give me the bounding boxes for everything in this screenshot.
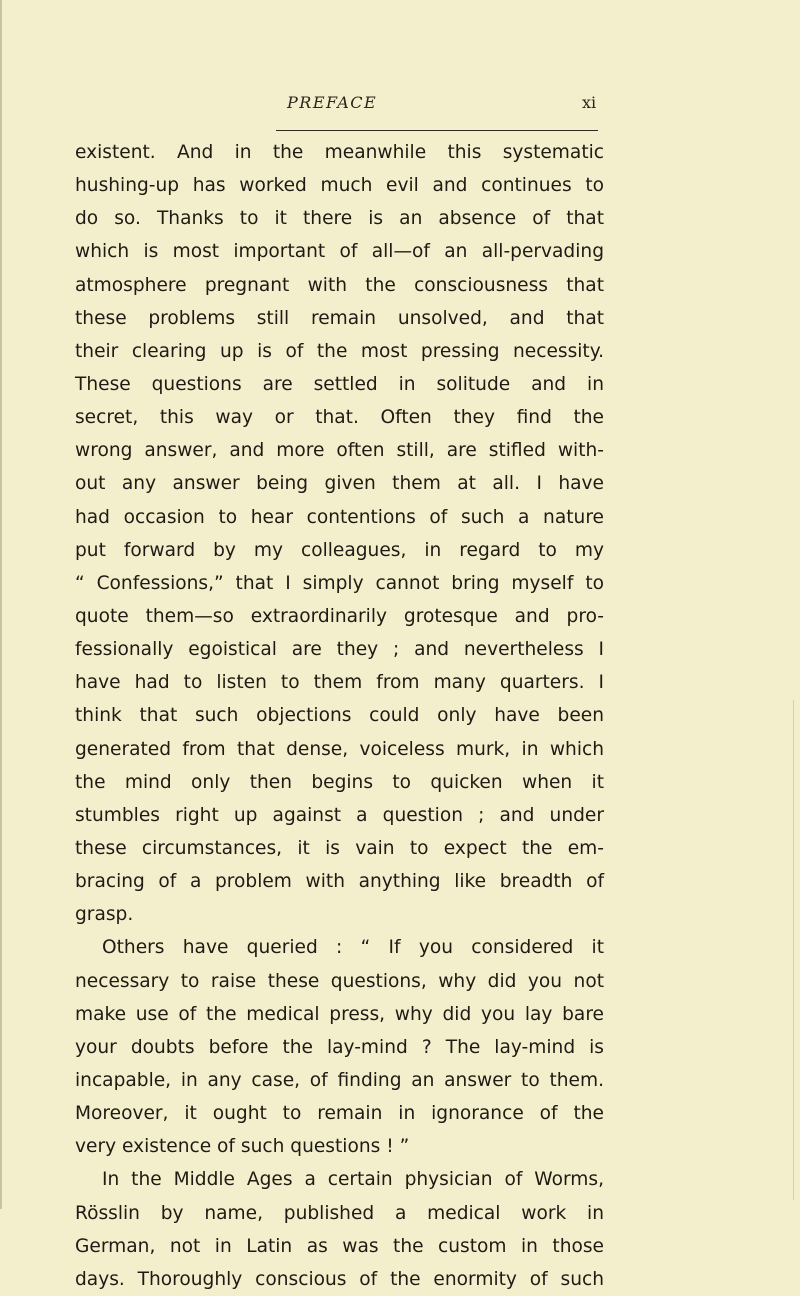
running-head: PREFACE [287, 93, 378, 112]
text-line: these problems still remain unsolved, and that [75, 307, 604, 329]
text-line: days. Thoroughly conscious of the enormity of such [75, 1268, 604, 1290]
text-line: fessionally egoistical are they ; and nevertheless I [75, 639, 604, 661]
page-number: xi [582, 93, 597, 112]
text-line: do so. Thanks to it there is an absence of that [75, 208, 604, 230]
page-edge [0, 0, 2, 1209]
text-line: generated from that dense, voiceless murk, in which [75, 738, 604, 760]
text-line: wrong answer, and more often still, are stifled with- [75, 440, 604, 462]
text-line: “ Confessions,” that I simply cannot bring myself to [75, 572, 604, 594]
text-line: put forward by my colleagues, in regard to my [75, 539, 604, 561]
text-line: hushing-up has worked much evil and continues to [75, 175, 604, 197]
text-line: think that such objections could only have been [75, 705, 604, 727]
text-line: necessary to raise these questions, why did you not [75, 970, 604, 992]
text-line: existent. And in the meanwhile this systematic [75, 142, 604, 163]
text-line: In the Middle Ages a certain physician of Worms, [102, 1169, 604, 1191]
header-rule [276, 130, 598, 131]
text-line: very existence of such questions ! ” [75, 1136, 410, 1158]
text-line: the mind only then begins to quicken when it [75, 771, 604, 793]
text-line: incapable, in any case, of finding an answer to them. [75, 1069, 604, 1091]
text-line: bracing of a problem with anything like breadth of [75, 871, 604, 893]
text-line: Rösslin by name, published a medical work in [75, 1202, 604, 1224]
text-line: stumbles right up against a question ; and under [75, 804, 604, 826]
text-line: atmosphere pregnant with the consciousness that [75, 274, 604, 296]
text-line: quote them—so extraordinarily grotesque and pro- [75, 605, 604, 627]
text-line: their clearing up is of the most pressing necessity. [75, 340, 604, 362]
text-line: out any answer being given them at all. I have [75, 473, 604, 495]
body-text [75, 136, 604, 1296]
text-line: your doubts before the lay-mind ? The lay-mind is [75, 1036, 604, 1058]
text-line: which is most important of all—of an all-pervading [75, 241, 604, 263]
text-line: Others have queried : “ If you considered it [102, 937, 604, 959]
text-line: have had to listen to them from many quarters. I [75, 672, 604, 694]
text-line: had occasion to hear contentions of such a nature [75, 506, 604, 528]
text-line: grasp. [75, 904, 134, 926]
page-header [275, 93, 799, 119]
text-line: these circumstances, it is vain to expect the em- [75, 837, 604, 859]
page-edge-right [793, 700, 794, 1200]
text-line: Moreover, it ought to remain in ignorance of the [75, 1103, 604, 1125]
text-line: German, not in Latin as was the custom in those [75, 1235, 604, 1257]
text-line: secret, this way or that. Often they find the [75, 407, 604, 429]
text-line: make use of the medical press, why did you lay bare [75, 1003, 604, 1025]
text-line: These questions are settled in solitude and in [75, 373, 604, 395]
